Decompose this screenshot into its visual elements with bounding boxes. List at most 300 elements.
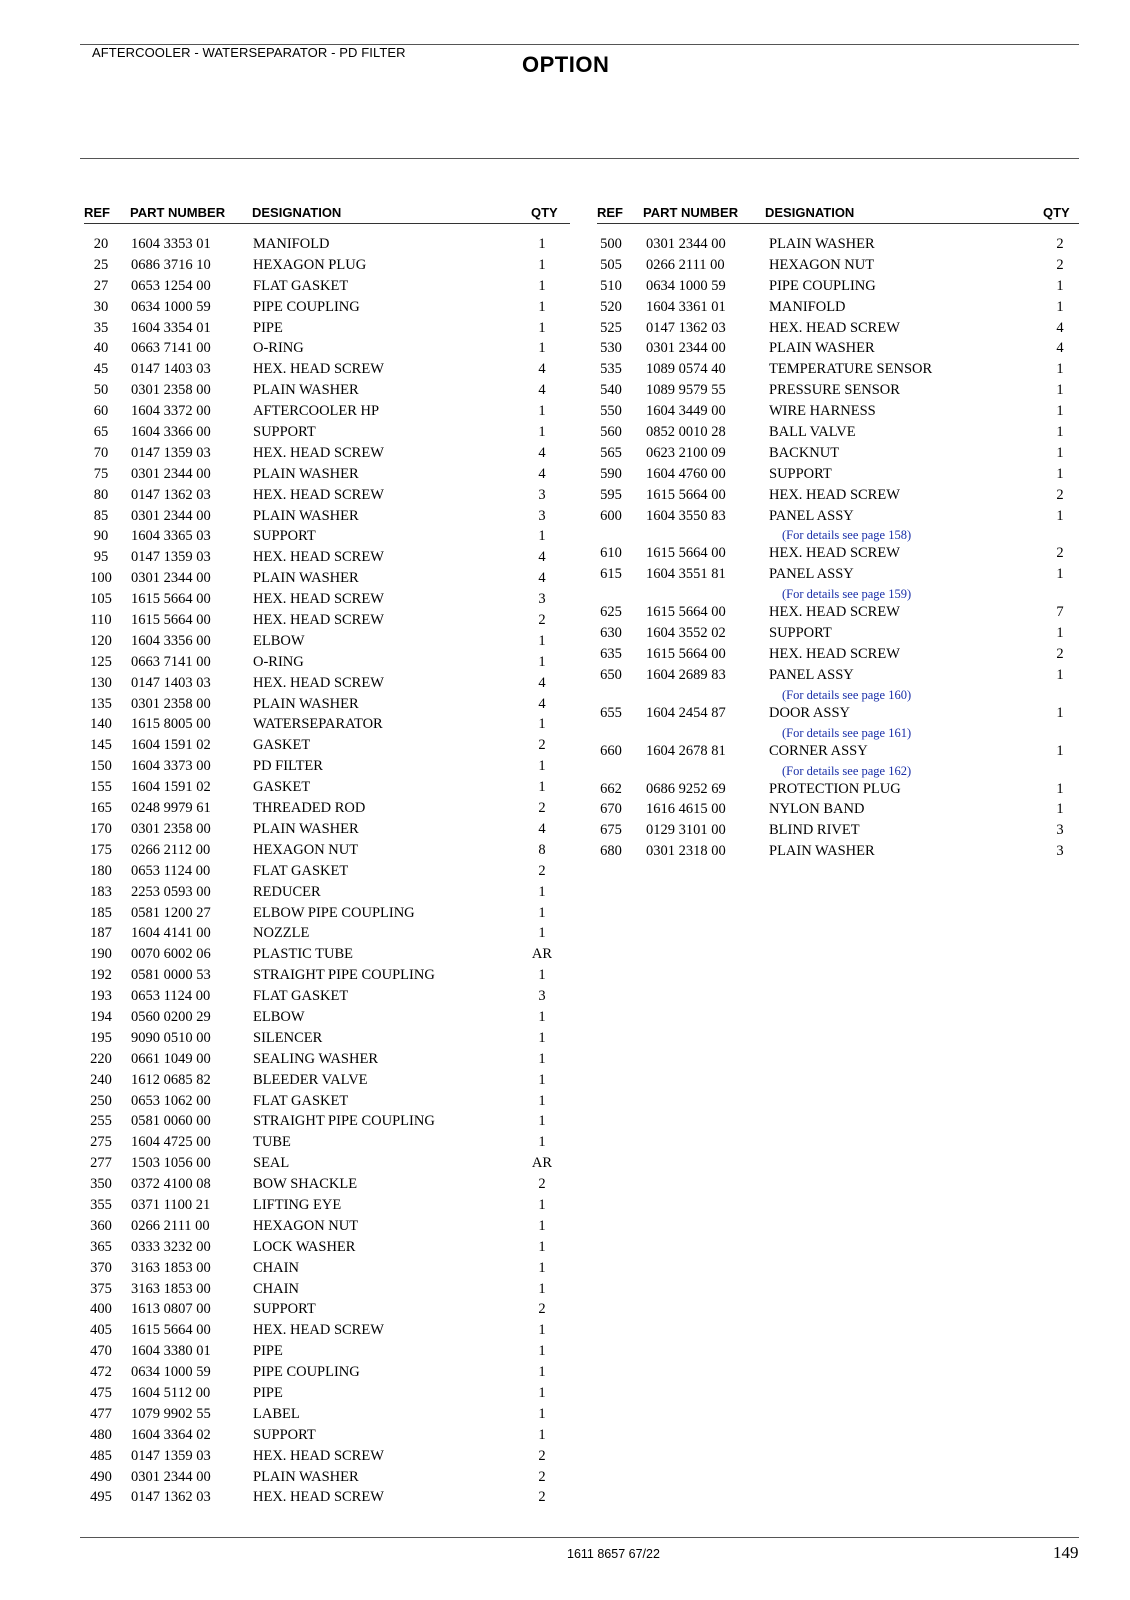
ref-cell: 20 bbox=[93, 236, 109, 252]
part-number-cell: 0560 0200 29 bbox=[131, 1008, 211, 1025]
ref-cell: 255 bbox=[90, 1113, 112, 1130]
designation-cell: HEX. HEAD SCREW bbox=[253, 612, 384, 629]
ref-cell: 500 bbox=[600, 236, 622, 252]
column-header-ref: REF bbox=[84, 205, 110, 220]
part-number-cell: 1604 2454 87 bbox=[646, 704, 726, 721]
table-row bbox=[84, 466, 570, 487]
designation-cell: LABEL bbox=[253, 1405, 300, 1422]
table-row bbox=[597, 667, 1079, 688]
table-row bbox=[84, 1364, 570, 1385]
designation-cell: MANIFOLD bbox=[253, 236, 330, 252]
table-row bbox=[597, 299, 1079, 320]
ref-cell: 520 bbox=[600, 298, 622, 315]
table-header bbox=[597, 203, 1079, 224]
ref-cell: 355 bbox=[90, 1196, 112, 1213]
part-number-cell: 0301 2358 00 bbox=[131, 695, 211, 712]
designation-cell: DOOR ASSY bbox=[769, 704, 850, 721]
table-row bbox=[84, 257, 570, 278]
table-row bbox=[84, 320, 570, 341]
ref-cell: 365 bbox=[90, 1238, 112, 1255]
qty-cell: 3 bbox=[538, 486, 546, 503]
table-row bbox=[84, 549, 570, 570]
designation-cell: SUPPORT bbox=[769, 465, 832, 482]
table-row bbox=[84, 967, 570, 988]
designation-cell: WATERSEPARATOR bbox=[253, 716, 383, 733]
ref-cell: 35 bbox=[93, 319, 109, 336]
ref-cell: 95 bbox=[93, 549, 109, 566]
table-row bbox=[84, 424, 570, 445]
part-number-cell: 1503 1056 00 bbox=[131, 1155, 211, 1172]
designation-cell: PLAIN WASHER bbox=[769, 843, 875, 860]
qty-cell: 2 bbox=[538, 1301, 546, 1318]
ref-cell: 630 bbox=[600, 625, 622, 642]
column-header-designation: DESIGNATION bbox=[765, 205, 855, 220]
part-number-cell: 1604 2689 83 bbox=[646, 666, 726, 683]
part-number-cell: 0248 9979 61 bbox=[131, 800, 211, 817]
ref-cell: 60 bbox=[93, 403, 109, 420]
table-row bbox=[84, 361, 570, 382]
part-number-cell: 1616 4615 00 bbox=[646, 801, 726, 818]
designation-cell: PROTECTION PLUG bbox=[769, 780, 901, 797]
qty-cell: 4 bbox=[538, 570, 546, 587]
qty-cell: 4 bbox=[538, 549, 546, 566]
table-row bbox=[84, 236, 570, 257]
table-row bbox=[84, 1260, 570, 1281]
table-row bbox=[597, 781, 1079, 802]
qty-cell: 3 bbox=[1056, 822, 1064, 839]
column-header-designation: DESIGNATION bbox=[252, 205, 342, 220]
designation-cell: HEX. HEAD SCREW bbox=[769, 486, 900, 503]
designation-cell: HEX. HEAD SCREW bbox=[253, 549, 384, 566]
table-row bbox=[84, 1155, 570, 1176]
detail-note-text: (For details see page 161) bbox=[782, 725, 912, 740]
table-body bbox=[84, 236, 570, 1510]
ref-cell: 565 bbox=[600, 444, 622, 461]
part-number-cell: 0147 1359 03 bbox=[131, 1447, 211, 1464]
table-row bbox=[84, 278, 570, 299]
table-row bbox=[84, 737, 570, 758]
designation-cell: BACKNUT bbox=[769, 444, 840, 461]
qty-cell: 4 bbox=[538, 674, 546, 691]
ref-cell: 65 bbox=[93, 424, 109, 441]
table-row bbox=[84, 382, 570, 403]
designation-cell: GASKET bbox=[253, 737, 311, 754]
table-row bbox=[84, 1385, 570, 1406]
qty-cell: 1 bbox=[1056, 424, 1064, 441]
qty-cell: 2 bbox=[538, 612, 546, 629]
ref-cell: 130 bbox=[90, 674, 112, 691]
table-row bbox=[84, 1051, 570, 1072]
part-number-cell: 1604 3550 83 bbox=[646, 507, 726, 524]
qty-cell: 1 bbox=[538, 424, 546, 441]
ref-cell: 650 bbox=[600, 666, 622, 683]
table-row bbox=[597, 466, 1079, 487]
ref-cell: 145 bbox=[90, 737, 112, 754]
part-number-cell: 1615 5664 00 bbox=[646, 545, 726, 562]
qty-cell: 1 bbox=[1056, 666, 1064, 683]
table-row bbox=[597, 320, 1079, 341]
designation-cell: FLAT GASKET bbox=[253, 862, 349, 879]
column-header-qty: QTY bbox=[531, 205, 558, 220]
designation-cell: PIPE COUPLING bbox=[253, 298, 360, 315]
table-row bbox=[84, 988, 570, 1009]
ref-cell: 505 bbox=[600, 256, 622, 273]
designation-cell: PIPE bbox=[253, 1343, 283, 1360]
ref-cell: 220 bbox=[90, 1050, 112, 1067]
part-number-cell: 0129 3101 00 bbox=[646, 822, 726, 839]
designation-cell: HEX. HEAD SCREW bbox=[769, 604, 900, 621]
designation-cell: ELBOW bbox=[253, 632, 305, 649]
designation-cell: AFTERCOOLER HP bbox=[253, 403, 380, 420]
part-number-cell: 1604 3364 02 bbox=[131, 1426, 211, 1443]
qty-cell: 4 bbox=[538, 444, 546, 461]
designation-cell: SUPPORT bbox=[253, 1301, 316, 1318]
designation-cell: CHAIN bbox=[253, 1280, 299, 1297]
designation-cell: FLAT GASKET bbox=[253, 277, 349, 294]
table-row bbox=[84, 403, 570, 424]
ref-cell: 175 bbox=[90, 841, 112, 858]
qty-cell: 1 bbox=[538, 1343, 546, 1360]
qty-cell: 2 bbox=[1056, 486, 1064, 503]
table-row bbox=[597, 508, 1079, 529]
column-header-part-number: PART NUMBER bbox=[643, 205, 739, 220]
designation-cell: HEX. HEAD SCREW bbox=[253, 1489, 384, 1506]
qty-cell: 1 bbox=[1056, 361, 1064, 378]
part-number-cell: 1604 4725 00 bbox=[131, 1134, 211, 1151]
designation-cell: ELBOW bbox=[253, 1008, 305, 1025]
qty-cell: 2 bbox=[538, 737, 546, 754]
ref-cell: 470 bbox=[90, 1343, 112, 1360]
ref-cell: 165 bbox=[90, 800, 112, 817]
qty-cell: 2 bbox=[1056, 646, 1064, 663]
qty-cell: 2 bbox=[538, 862, 546, 879]
ref-cell: 595 bbox=[600, 486, 622, 503]
part-number-cell: 1604 4141 00 bbox=[131, 925, 211, 942]
table-row bbox=[84, 884, 570, 905]
qty-cell: 1 bbox=[538, 298, 546, 315]
part-number-cell: 0663 7141 00 bbox=[131, 653, 211, 670]
table-row bbox=[84, 946, 570, 967]
part-number-cell: 0147 1362 03 bbox=[646, 319, 726, 336]
table-row bbox=[84, 905, 570, 926]
designation-cell: PRESSURE SENSOR bbox=[769, 382, 900, 399]
designation-cell: BOW SHACKLE bbox=[253, 1176, 358, 1193]
qty-cell: 2 bbox=[1056, 236, 1064, 252]
part-number-cell: 1615 5664 00 bbox=[646, 646, 726, 663]
part-number-cell: 1615 5664 00 bbox=[131, 612, 211, 629]
table-row bbox=[597, 705, 1079, 726]
ref-cell: 560 bbox=[600, 424, 622, 441]
qty-cell: 1 bbox=[538, 236, 546, 252]
designation-cell: PIPE bbox=[253, 1384, 283, 1401]
part-number-cell: 1615 5664 00 bbox=[131, 591, 211, 608]
part-number-cell: 1604 1591 02 bbox=[131, 779, 211, 796]
designation-cell: PANEL ASSY bbox=[769, 666, 854, 683]
designation-cell: CHAIN bbox=[253, 1259, 299, 1276]
part-number-cell: 0653 1124 00 bbox=[131, 988, 211, 1005]
qty-cell: 2 bbox=[538, 1468, 546, 1485]
ref-cell: 240 bbox=[90, 1071, 112, 1088]
ref-cell: 110 bbox=[90, 612, 112, 629]
qty-cell: 1 bbox=[538, 1364, 546, 1381]
designation-cell: SEAL bbox=[253, 1155, 290, 1172]
table-row bbox=[84, 1301, 570, 1322]
part-number-cell: 0581 0000 53 bbox=[131, 967, 211, 984]
table-row bbox=[84, 487, 570, 508]
designation-cell: HEX. HEAD SCREW bbox=[253, 591, 384, 608]
qty-cell: 1 bbox=[538, 967, 546, 984]
table-row bbox=[597, 487, 1079, 508]
ref-cell: 250 bbox=[90, 1092, 112, 1109]
ref-cell: 485 bbox=[90, 1447, 112, 1464]
ref-cell: 670 bbox=[600, 801, 622, 818]
qty-cell: 4 bbox=[1056, 340, 1064, 357]
part-number-cell: 3163 1853 00 bbox=[131, 1259, 211, 1276]
table-row bbox=[597, 566, 1079, 587]
ref-cell: 75 bbox=[93, 465, 109, 482]
ref-cell: 193 bbox=[90, 988, 112, 1005]
ref-cell: 615 bbox=[600, 566, 622, 583]
designation-cell: STRAIGHT PIPE COUPLING bbox=[253, 967, 435, 984]
designation-cell: O-RING bbox=[253, 653, 304, 670]
designation-cell: PLAIN WASHER bbox=[769, 340, 875, 357]
part-number-cell: 0301 2344 00 bbox=[131, 507, 211, 524]
table-row bbox=[84, 925, 570, 946]
part-number-cell: 0266 2111 00 bbox=[131, 1217, 210, 1234]
qty-cell: 3 bbox=[538, 591, 546, 608]
designation-cell: PIPE bbox=[253, 319, 283, 336]
table-row bbox=[597, 843, 1079, 864]
qty-cell: 1 bbox=[538, 1113, 546, 1130]
part-number-cell: 0147 1362 03 bbox=[131, 486, 211, 503]
table-row bbox=[84, 1427, 570, 1448]
table-row bbox=[84, 1343, 570, 1364]
qty-cell: 2 bbox=[538, 800, 546, 817]
detail-reference-note bbox=[597, 688, 1079, 705]
qty-cell: 1 bbox=[538, 340, 546, 357]
ref-cell: 105 bbox=[90, 591, 112, 608]
part-number-cell: 0634 1000 59 bbox=[131, 298, 211, 315]
part-number-cell: 0301 2344 00 bbox=[131, 465, 211, 482]
table-row bbox=[84, 1406, 570, 1427]
designation-cell: NOZZLE bbox=[253, 925, 310, 942]
detail-reference-note bbox=[597, 764, 1079, 781]
column-header-ref: REF bbox=[597, 205, 623, 220]
ref-cell: 350 bbox=[90, 1176, 112, 1193]
designation-cell: PLAIN WASHER bbox=[253, 820, 359, 837]
qty-cell: 3 bbox=[538, 507, 546, 524]
qty-cell: 2 bbox=[538, 1447, 546, 1464]
ref-cell: 277 bbox=[90, 1155, 112, 1172]
designation-cell: PANEL ASSY bbox=[769, 566, 854, 583]
table-row bbox=[84, 779, 570, 800]
designation-cell: SUPPORT bbox=[253, 424, 316, 441]
ref-cell: 540 bbox=[600, 382, 622, 399]
part-number-cell: 3163 1853 00 bbox=[131, 1280, 211, 1297]
ref-cell: 135 bbox=[90, 695, 112, 712]
qty-cell: 4 bbox=[538, 382, 546, 399]
table-row bbox=[597, 646, 1079, 667]
designation-cell: MANIFOLD bbox=[769, 298, 846, 315]
part-number-cell: 0301 2344 00 bbox=[131, 1468, 211, 1485]
table-row bbox=[84, 633, 570, 654]
ref-cell: 30 bbox=[93, 298, 109, 315]
qty-cell: AR bbox=[531, 946, 553, 963]
table-row bbox=[84, 1093, 570, 1114]
table-row bbox=[597, 743, 1079, 764]
qty-cell: 1 bbox=[1056, 298, 1064, 315]
ref-cell: 360 bbox=[90, 1217, 112, 1234]
part-number-cell: 0661 1049 00 bbox=[131, 1050, 211, 1067]
qty-cell: 2 bbox=[1056, 545, 1064, 562]
part-number-cell: 0623 2100 09 bbox=[646, 444, 726, 461]
qty-cell: 1 bbox=[1056, 382, 1064, 399]
ref-cell: 25 bbox=[93, 256, 109, 273]
part-number-cell: 0333 3232 00 bbox=[131, 1238, 211, 1255]
part-number-cell: 1604 3353 01 bbox=[131, 236, 211, 252]
part-number-cell: 0634 1000 59 bbox=[131, 1364, 211, 1381]
qty-cell: 1 bbox=[538, 1322, 546, 1339]
qty-cell: 4 bbox=[538, 820, 546, 837]
qty-cell: 1 bbox=[538, 1426, 546, 1443]
table-body bbox=[597, 236, 1079, 864]
table-row bbox=[84, 528, 570, 549]
part-number-cell: 1079 9902 55 bbox=[131, 1405, 211, 1422]
column-header-part-number: PART NUMBER bbox=[130, 205, 226, 220]
table-row bbox=[84, 299, 570, 320]
designation-cell: PLAIN WASHER bbox=[253, 1468, 359, 1485]
header-rule bbox=[80, 158, 1079, 159]
ref-cell: 194 bbox=[90, 1008, 112, 1025]
part-number-cell: 0301 2344 00 bbox=[646, 236, 726, 252]
part-number-cell: 1604 4760 00 bbox=[646, 465, 726, 482]
part-number-cell: 1604 3361 01 bbox=[646, 298, 726, 315]
part-number-cell: 2253 0593 00 bbox=[131, 883, 211, 900]
designation-cell: PLAIN WASHER bbox=[253, 507, 359, 524]
ref-cell: 495 bbox=[90, 1489, 112, 1506]
qty-cell: 2 bbox=[1056, 256, 1064, 273]
ref-cell: 370 bbox=[90, 1259, 112, 1276]
document-code: 1611 8657 67/22 bbox=[567, 1547, 660, 1561]
table-row bbox=[597, 424, 1079, 445]
designation-cell: PLAIN WASHER bbox=[253, 382, 359, 399]
ref-cell: 405 bbox=[90, 1322, 112, 1339]
part-number-cell: 1604 5112 00 bbox=[131, 1384, 211, 1401]
designation-cell: PLASTIC TUBE bbox=[253, 946, 354, 963]
table-row bbox=[84, 654, 570, 675]
part-number-cell: 0371 1100 21 bbox=[131, 1196, 211, 1213]
detail-note-text: (For details see page 162) bbox=[782, 763, 912, 778]
qty-cell: 1 bbox=[1056, 465, 1064, 482]
qty-cell: 4 bbox=[538, 695, 546, 712]
ref-cell: 475 bbox=[90, 1384, 112, 1401]
designation-cell: PIPE COUPLING bbox=[253, 1364, 360, 1381]
part-number-cell: 0147 1359 03 bbox=[131, 549, 211, 566]
table-row bbox=[84, 800, 570, 821]
designation-cell: HEX. HEAD SCREW bbox=[253, 1447, 384, 1464]
qty-cell: 1 bbox=[538, 758, 546, 775]
part-number-cell: 1604 3373 00 bbox=[131, 758, 211, 775]
ref-cell: 535 bbox=[600, 361, 622, 378]
designation-cell: PLAIN WASHER bbox=[253, 465, 359, 482]
ref-cell: 530 bbox=[600, 340, 622, 357]
qty-cell: 8 bbox=[538, 841, 546, 858]
qty-cell: 1 bbox=[538, 1280, 546, 1297]
part-number-cell: 1604 3356 00 bbox=[131, 632, 211, 649]
part-number-cell: 1089 9579 55 bbox=[646, 382, 726, 399]
qty-cell: 1 bbox=[538, 632, 546, 649]
part-number-cell: 0301 2344 00 bbox=[646, 340, 726, 357]
table-row bbox=[597, 257, 1079, 278]
designation-cell: SILENCER bbox=[253, 1029, 323, 1046]
part-number-cell: 0653 1124 00 bbox=[131, 862, 211, 879]
ref-cell: 195 bbox=[90, 1029, 112, 1046]
part-number-cell: 0581 0060 00 bbox=[131, 1113, 211, 1130]
ref-cell: 600 bbox=[600, 507, 622, 524]
qty-cell: 1 bbox=[538, 403, 546, 420]
part-number-cell: 0686 3716 10 bbox=[131, 256, 211, 273]
ref-cell: 192 bbox=[90, 967, 112, 984]
part-number-cell: 1615 5664 00 bbox=[646, 604, 726, 621]
part-number-cell: 1604 1591 02 bbox=[131, 737, 211, 754]
part-number-cell: 0147 1362 03 bbox=[131, 1489, 211, 1506]
ref-cell: 140 bbox=[90, 716, 112, 733]
qty-cell: 1 bbox=[538, 1217, 546, 1234]
ref-cell: 90 bbox=[93, 528, 109, 545]
ref-cell: 85 bbox=[93, 507, 109, 524]
qty-cell: 4 bbox=[538, 465, 546, 482]
part-number-cell: 1604 3449 00 bbox=[646, 403, 726, 420]
qty-cell: 1 bbox=[538, 1134, 546, 1151]
designation-cell: O-RING bbox=[253, 340, 304, 357]
table-row bbox=[84, 612, 570, 633]
column-header-qty: QTY bbox=[1043, 205, 1070, 220]
table-row bbox=[597, 801, 1079, 822]
qty-cell: 1 bbox=[538, 256, 546, 273]
designation-cell: HEX. HEAD SCREW bbox=[253, 486, 384, 503]
qty-cell: 1 bbox=[1056, 625, 1064, 642]
part-number-cell: 1604 3372 00 bbox=[131, 403, 211, 420]
designation-cell: FLAT GASKET bbox=[253, 1092, 349, 1109]
table-row bbox=[84, 1009, 570, 1030]
parts-table-left bbox=[84, 203, 570, 1510]
qty-cell: 1 bbox=[1056, 566, 1064, 583]
ref-cell: 477 bbox=[90, 1405, 112, 1422]
qty-cell: 1 bbox=[1056, 780, 1064, 797]
table-row bbox=[597, 340, 1079, 361]
designation-cell: HEX. HEAD SCREW bbox=[253, 1322, 384, 1339]
table-row bbox=[84, 591, 570, 612]
designation-cell: HEX. HEAD SCREW bbox=[769, 319, 900, 336]
qty-cell: 1 bbox=[1056, 742, 1064, 759]
ref-cell: 510 bbox=[600, 277, 622, 294]
qty-cell: 1 bbox=[538, 1238, 546, 1255]
ref-cell: 590 bbox=[600, 465, 622, 482]
qty-cell: 1 bbox=[538, 1029, 546, 1046]
qty-cell: 1 bbox=[1056, 507, 1064, 524]
qty-cell: 1 bbox=[538, 1196, 546, 1213]
detail-reference-note bbox=[597, 726, 1079, 743]
detail-reference-note bbox=[597, 528, 1079, 545]
part-number-cell: 0653 1062 00 bbox=[131, 1092, 211, 1109]
ref-cell: 550 bbox=[600, 403, 622, 420]
table-row bbox=[597, 278, 1079, 299]
qty-cell: 1 bbox=[538, 925, 546, 942]
ref-cell: 635 bbox=[600, 646, 622, 663]
designation-cell: SEALING WASHER bbox=[253, 1050, 378, 1067]
qty-cell: 1 bbox=[538, 1008, 546, 1025]
qty-cell: 3 bbox=[538, 988, 546, 1005]
